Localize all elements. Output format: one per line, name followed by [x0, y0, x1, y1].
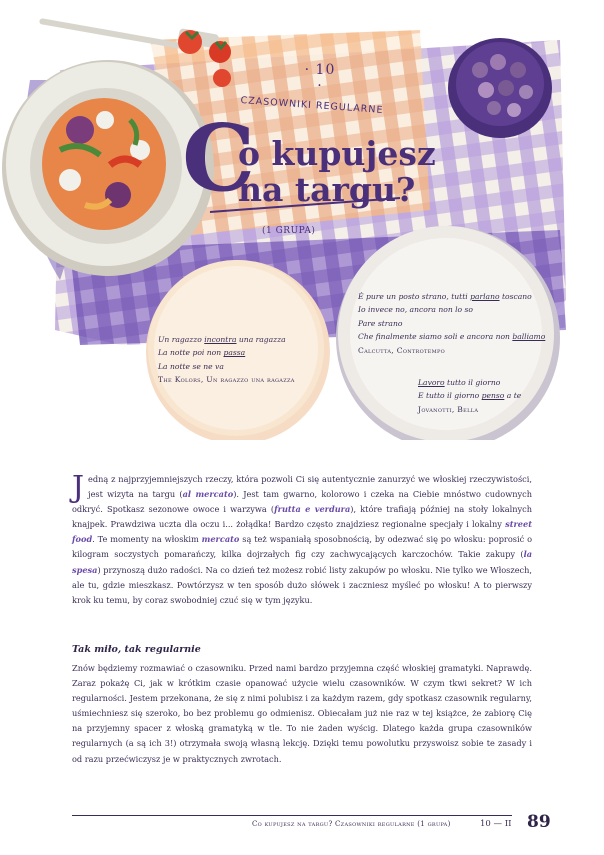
lesson-subtitle: CZASOWNIKI REGULARNE: [240, 95, 384, 116]
lyric-line: Lavoro tutto il giorno: [418, 378, 501, 387]
title-initial: C: [182, 104, 256, 212]
lesson-ref: 10 — II: [480, 819, 512, 829]
footer-rule: [72, 815, 512, 816]
lyrics-right: [358, 290, 545, 357]
section-heading: Tak miło, tak regularnie: [72, 644, 201, 655]
page-number: 89: [527, 812, 551, 832]
lesson-number: · 10 ·: [304, 62, 336, 94]
lyric-line: Che finalmente siamo soli e ancora non balliamo: [358, 332, 546, 342]
lyric-line: È pure un posto strano, tutti parlano toscano: [358, 292, 532, 301]
page-title-line1: o kupujesz: [238, 134, 436, 173]
lyrics-third: [418, 376, 521, 416]
lyric-line: La notte poi non passa: [158, 348, 246, 358]
lyric-line: Un ragazzo incontra una ragazza: [158, 335, 286, 344]
lyrics-left: [158, 333, 295, 387]
lyric-line: Pare strano: [358, 318, 403, 328]
group-label: (1 GRUPA): [262, 226, 316, 236]
intro-paragraph: Jedną z najprzyjemniejszych rzeczy, która pozwoli Ci się autentycznie zanurzyć we włoskiej rzeczywistości, jest wizyta na targu (al mercato). Jest tam gwarno, kolorowo i czeka na Ciebie mnóstwo cudownych odkryć. Spotkasz sezonowe owoce i warzywa (frutta e verdura), które trafiają później na stoły lokalnych knajpek. Prawdziwa uczta dla oczu i... żołądka! Bardzo często znajdziesz regionalne specjały i lokalny street food. Te momenty na włoskim mercato są też wspaniałą sposobnością, by odezwać się po włosku: poprosić o kilogram soczystych pomarańczy, kilka dojrzałych fig czy zachwycających karczochów. Takie zakupy (la spesa) przynoszą dużo radości. Na co dzień też możesz robić listy zakupów po włosku. Nie tylko we Włoszech, ale tu, gdzie mieszkasz. Powtórzysz w ten sposób dużo słówek i zaczniesz myśleć po włosku! A to pierwszy krok ku temu, by coraz swobodniej czuć się w tym języku.: [72, 470, 532, 605]
lyric-line: Io invece no, ancora non lo so: [358, 305, 474, 315]
section-paragraph: Znów będziemy rozmawiać o czasowniku. Przed nami bardzo przyjemna część włoskiej gramatyki. Naprawdę. Zaraz pokażę Ci, jak w krótkim czasie opanować użycie wielu czasowników. W czym tkwi sekret? W ich regularności. Jestem przekonana, że się z nimi polubisz i za każdym razem, gdy spotkasz czasownik regularny, uśmiechniesz się szeroko, bo bez problemu go odmienisz. Obiecałam już nie raz w tej książce, że zabiorę Cię na przyjemny spacer z włoską gramatyką w tle. To nie żaden wyścig. Dlatego każda grupa czasowników regularnych (a są ich 3!) otrzymała swoją własną lekcję. Dzięki temu powolutku przyswoisz sobie te zasady i od razu przećwiczysz je w praktycznych zwrotach.: [72, 663, 532, 764]
running-head: Co kupujesz na targu? Czasowniki regularne (1 grupa): [252, 820, 451, 828]
lyric-line: E tutto il giorno penso a te: [418, 391, 522, 401]
page-title-line2: na targu?: [238, 170, 416, 209]
olive-bowl: [448, 38, 552, 138]
lyric-source: Calcutta, Controtempo: [358, 345, 446, 355]
lyric-source: Jovanotti, Bella: [418, 404, 479, 414]
lyric-source: The Kolors, Un ragazzo una ragazza: [158, 375, 295, 385]
drop-cap: J: [72, 470, 85, 505]
lyric-line: La notte se ne va: [158, 361, 224, 371]
